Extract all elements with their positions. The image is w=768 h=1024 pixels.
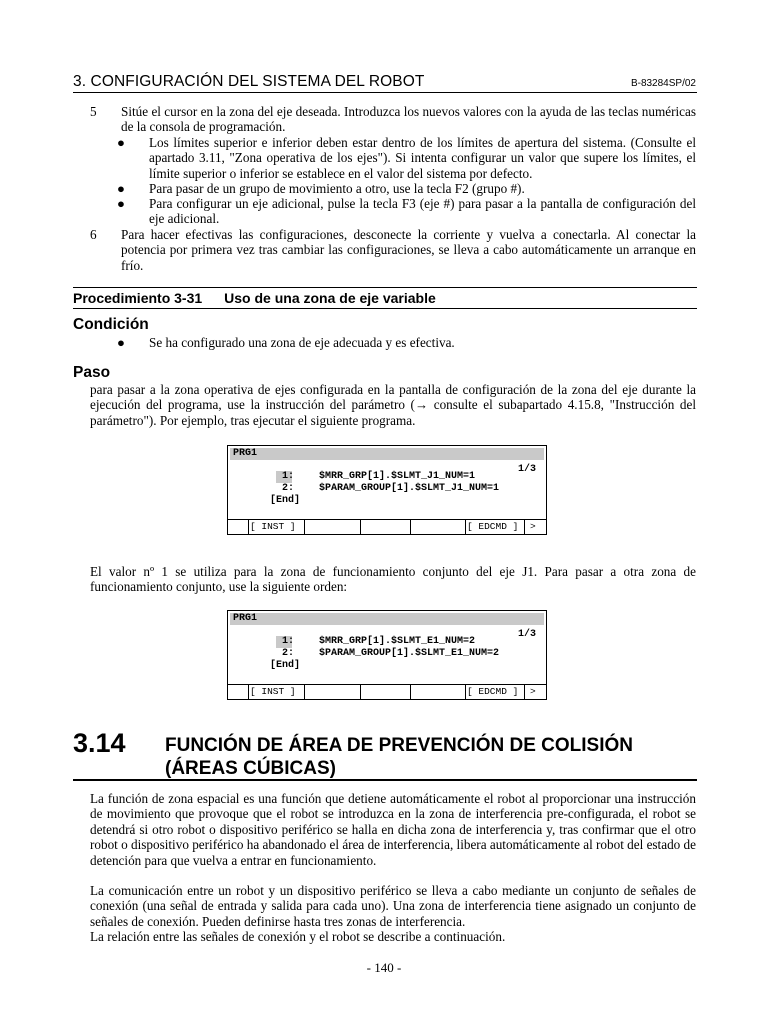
screen-title-bar xyxy=(230,613,544,625)
condition-bullet xyxy=(117,335,696,350)
program-line-number: 1: xyxy=(282,636,295,647)
chapter-title: 3. CONFIGURACIÓN DEL SISTEMA DEL ROBOT xyxy=(73,73,425,90)
condition-text: Se ha configurado una zona de eje adecuada y es efectiva. xyxy=(149,335,455,350)
screen-page-indicator: 1/3 xyxy=(517,464,536,475)
bullet-icon: ● xyxy=(117,181,125,196)
f-key-next: > xyxy=(530,521,536,532)
section-title xyxy=(165,734,633,780)
program-line-code: $PARAM_GROUP[1].$SLMT_J1_NUM=1 xyxy=(319,483,500,494)
section-paragraph-3: La relación entre las señales de conexión y el robot se describe a continuación. xyxy=(90,929,506,944)
program-line-code: $MRR_GRP[1].$SLMT_E1_NUM=2 xyxy=(319,636,476,647)
function-key-bar xyxy=(228,519,546,534)
bullet-additional-axis xyxy=(117,196,696,227)
section-number: 3.14 xyxy=(73,728,126,758)
program-end-marker: [End] xyxy=(270,660,301,671)
paso-heading: Paso xyxy=(73,364,111,381)
bullet-text: Los límites superior e inferior deben estar dentro de los límites de apertura del sistema. (Consulte el apartado 3.11, "Zona operativa de los ejes"). Si intenta configurar un valor que supere los límites, el límite superior o inferior se establece en el valor del sistema por defecto. xyxy=(149,135,696,181)
screen-title-bar xyxy=(230,448,544,460)
procedure-title: Uso de una zona de eje variable xyxy=(224,290,436,306)
step-text: Sitúe el cursor en la zona del eje deseada. Introduzca los nuevos valores con la ayuda de las teclas numéricas de la consola de programación. xyxy=(121,104,696,135)
section-paragraph-2: La comunicación entre un robot y un dispositivo periférico se lleva a cabo mediante un conjunto de señales de conexión (una señal de entrada y salida para cada uno). Una zona de interferencia tiene asignado un conjunto de señales de conexión. Pueden definirse hasta tres zonas de interferencia. xyxy=(90,883,696,929)
step-number: 5 xyxy=(90,104,97,119)
step-6 xyxy=(90,227,696,273)
f-key-edcmd: [ EDCMD ] xyxy=(467,686,519,697)
f-key-inst: [ INST ] xyxy=(250,686,296,697)
step-5 xyxy=(90,104,696,135)
bullet-icon: ● xyxy=(117,196,125,211)
program-line-number: 2: xyxy=(282,648,295,659)
step-text: Para hacer efectivas las configuraciones, desconecte la corriente y vuelva a conectarla. Al conectar la potencia por primera vez tras cambiar las configuraciones, se lleva a cabo automáticamente un arranque en frío. xyxy=(121,227,696,273)
procedure-top-rule xyxy=(73,287,697,288)
middle-text: El valor nº 1 se utiliza para la zona de funcionamiento conjunto del eje J1. Para pasar a otra zona de funcionamiento conjunto, use la siguiente orden: xyxy=(90,564,696,595)
program-line-number: 1: xyxy=(282,471,295,482)
page-number: - 140 - xyxy=(366,960,402,975)
f-key-next: > xyxy=(530,686,536,697)
procedure-label: Procedimiento 3-31 xyxy=(73,290,203,306)
procedure-bottom-rule xyxy=(73,308,697,309)
section-title-line-2: (ÁREAS CÚBICAS) xyxy=(165,758,336,779)
teach-pendant-screen-2 xyxy=(227,610,547,700)
header-rule xyxy=(73,92,697,93)
procedure-heading xyxy=(73,290,436,306)
bullet-group xyxy=(117,181,696,196)
section-title-line-1: FUNCIÓN DE ÁREA DE PREVENCIÓN DE COLISIÓN xyxy=(165,735,634,756)
program-line-number: 2: xyxy=(282,483,295,494)
f-key-inst: [ INST ] xyxy=(250,521,296,532)
paso-text: para pasar a la zona operativa de ejes configurada en la pantalla de configuración de la zona del eje durante la ejecución del programa, use la instrucción del parámetro (→ consulte el subapartado 4.15.8, "Instrucción del parámetro"). Por ejemplo, tras ejecutar el siguiente programa. xyxy=(90,382,696,428)
section-rule xyxy=(73,779,697,781)
function-key-bar xyxy=(228,684,546,699)
condition-heading: Condición xyxy=(73,316,149,333)
bullet-text: Para pasar de un grupo de movimiento a otro, use la tecla F2 (grupo #). xyxy=(149,181,525,196)
bullet-limits xyxy=(117,135,696,181)
step-number: 6 xyxy=(90,227,97,242)
screen-program-name: PRG1 xyxy=(233,448,258,459)
f-key-edcmd: [ EDCMD ] xyxy=(467,521,519,532)
bullet-icon: ● xyxy=(117,335,125,350)
program-line-code: $PARAM_GROUP[1].$SLMT_E1_NUM=2 xyxy=(319,648,500,659)
document-code: B-83284SP/02 xyxy=(630,78,696,89)
screen-page-indicator: 1/3 xyxy=(517,629,536,640)
teach-pendant-screen-1 xyxy=(227,445,547,535)
screen-program-name: PRG1 xyxy=(233,613,258,624)
section-paragraph-1: La función de zona espacial es una función que detiene automáticamente el robot al proporcionar una instrucción de movimiento que provoque que el robot se introduzca en la zona de interferencia pre-configurada, el robot se detendrá si otro robot o dispositivo periférico se halla en dicha zona de interferencia y, tras confirmar que el otro robot o dispositivo periférico ha abandonado el área de interferencia, libera automáticamente al robot del estado de detención para que vuelva a entrar en funcionamiento. xyxy=(90,791,697,868)
program-line-code: $MRR_GRP[1].$SLMT_J1_NUM=1 xyxy=(319,471,476,482)
bullet-text: Para configurar un eje adicional, pulse la tecla F3 (eje #) para pasar a la pantalla de configuración del eje adicional. xyxy=(149,196,696,227)
bullet-icon: ● xyxy=(117,135,125,150)
program-end-marker: [End] xyxy=(270,495,301,506)
